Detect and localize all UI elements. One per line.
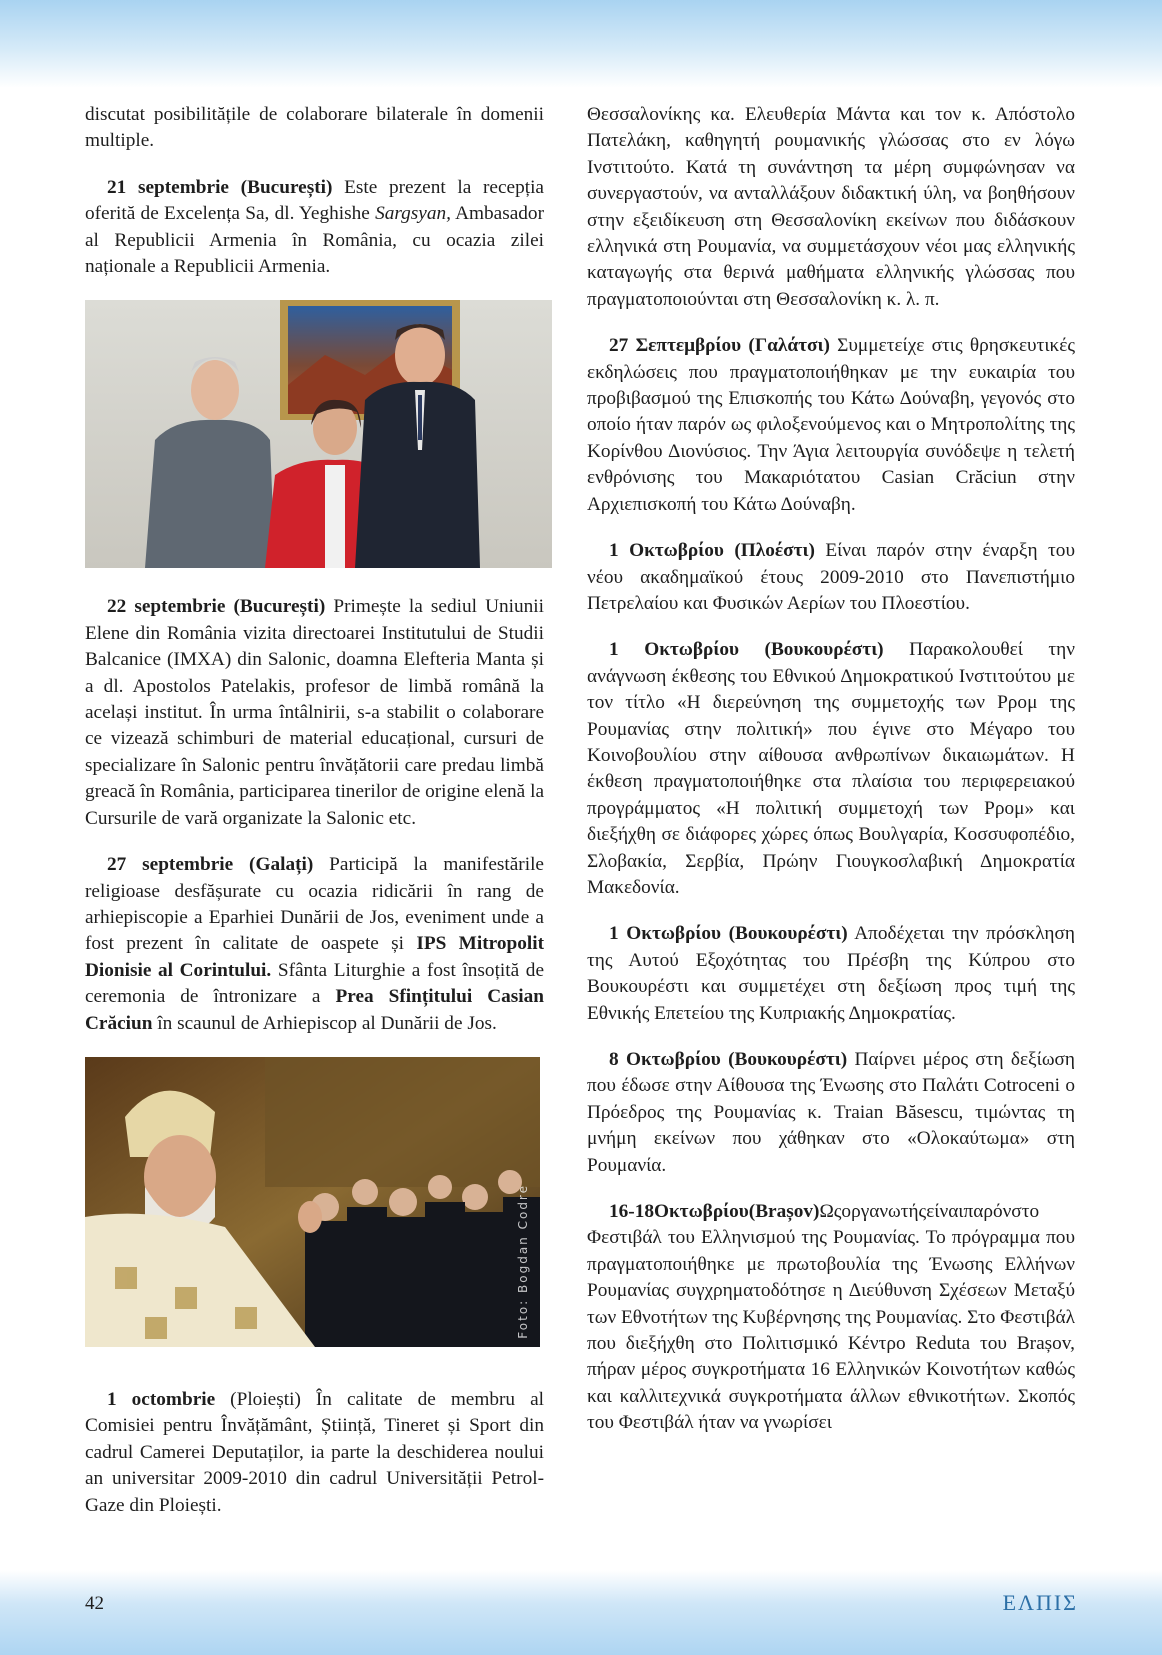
entry-8-october	[587, 1047, 1075, 1179]
entry-text: Είναι παρόν στην έναρξη του νέου ακαδημαϊκού έτους 2009-2010 στο Πανεπιστήμιο Πετρελαίου και Φυσικών Αερίων του Πλοεστίου.	[587, 540, 1075, 614]
header-band	[0, 0, 1162, 88]
entry-text: Παίρνει μέρος στη δεξίωση που έδωσε στην Αίθουσα της Ένωσης στο Παλάτι Cotroceni ο Πρόεδρος της Ρουμανίας κ. Traian Băsescu, τιμώντας τη μνήμη εκείνων που χάθηκαν στο «Ολοκαύτωμα» στη Ρουμανία.	[587, 1049, 1075, 1176]
entry-text: Συμμετείχε στις θρησκευτικές εκδηλώσεις που πραγματοποιήθηκαν με την ευκαιρία του προβιβασμού της Επισκοπής του Κάτω Δούναβη, γεγονός στο οποίο ήταν παρόν ως φιλοξενούμενος και ο Μητροπολίτης της Κορίνθου Διονύσιος. Την Άγια λειτουργία συνόδεψε η τελετή ενθρόνισης του Μακαριότατου Casian Crăciun στην Αρχιεπισκοπή του Κάτω Δούναβη.	[587, 335, 1075, 515]
paragraph-text: discutat posibilitățile de colaborare bilaterale în domenii multiple.	[85, 104, 544, 152]
photo-reception	[85, 300, 552, 568]
entry-date: 1 Οκτωβρίου (Πλοέστι)	[609, 540, 815, 562]
entry-text: Αποδέχεται την πρόσκληση της Αυτού Εξοχότητας του Πρέσβη της Κύπρου στο Βουκουρέστι και συμμετέχει στη δεξίωση προς τιμή της Εθνικής Επετείου της Κυπριακής Δημοκρατίας.	[587, 923, 1075, 1024]
entry-date: 21 septembrie (București)	[107, 176, 333, 198]
entry-date: 1 Οκτωβρίου (Βουκουρέστι)	[609, 639, 884, 661]
entry-name-italic: Sargsyan,	[375, 203, 451, 225]
entry-date: 8 Οκτωβρίου (Βουκουρέστι)	[609, 1049, 848, 1070]
entry-1-october-bucharest-report	[587, 637, 1075, 901]
right-column	[587, 102, 1075, 1457]
paragraph-text: Θεσσαλονίκης κα. Ελευθερία Μάντα και τον κ. Απόστολο Πατελάκη, καθηγητή ρουμανικής γλώσσας στο εν λόγω Ινστιτούτο. Κατά τη συνάντηση τα μέρη συμφώνησαν να συνεργαστούν, να ανταλλάξουν διδακτική ύλη, να βοηθήσουν στην εξειδίκευση στη Θεσσαλονίκη εκείνων που διδάσκουν ελληνικά στη Ρουμανία, να συμμετάσχουν νέοι μας ελληνικής καταγωγής στα θερινά μαθήματα ελληνικής γλώσσας που πραγματοποιούνται στη Θεσσαλονίκη κ. λ. π.	[587, 104, 1075, 310]
photo-credit: Foto: Bogdan Codre	[515, 1184, 530, 1339]
entry-27-september	[85, 852, 544, 1037]
entry-name-bold: IPS Mitropolit Dionisie al Corintului.	[85, 933, 544, 981]
entry-1-october-ploiesti	[85, 1387, 544, 1519]
entry-text: Participă la manifestările religioase desfășurate cu ocazia ridicării în rang de arhiepiscopie a Eparhiei Dunării de Jos, eveniment unde a fost prezent în calitate de oaspete și	[85, 854, 544, 955]
left-column	[85, 102, 544, 1539]
entry-text: Ambasador al Republicii Armenia în România, cu ocazia zilei naționale a Republicii Armenia.	[85, 203, 544, 278]
paragraph-continuation	[587, 102, 1075, 313]
entry-date: 27 Σεπτεμβρίου (Γαλάτσι)	[609, 335, 830, 357]
magazine-title: ΕΛΠΙΣ	[1002, 1590, 1078, 1615]
entry-date: 1 Οκτωβρίου (Βουκουρέστι)	[609, 923, 848, 945]
entry-22-september	[85, 594, 544, 832]
entry-date: 16-18Οκτωβρίου(Brașov)	[609, 1201, 820, 1223]
entry-name-bold: Prea Sfințitului Casian Crăciun	[85, 986, 545, 1034]
entry-date: 22 septembrie (București)	[107, 596, 326, 618]
entry-text: Παρακολουθεί την ανάγνωση έκθεσης του Εθνικού Δημοκρατικού Ινστιτούτου με τον τίτλο «Η διερεύνηση της συμμετοχής των Ρρομ της Ρουμανίας στην πολιτική» που έγινε στο Μέγαρο του Κοινοβουλίου στην αίθουσα ανθρωπίνων δικαιωμάτων. Η έκθεση πραγματοποιήθηκε στα πλαίσια του περιφερειακού προγράμματος «Η πολιτική συμμετοχή των Ρρομ» και διεξήχθη σε διάφορες χώρες όπως Βουλγαρία, Κοσσυφοπέδιο, Σλοβακία, Σερβία, Πρώην Γιουγκοσλαβική Δημοκρατία Μακεδονία.	[587, 639, 1075, 898]
entry-text: (Ploiești) În calitate de membru al Comisiei pentru Învățământ, Știință, Tineret și Sport din cadrul Camerei Deputaților, ia parte la deschiderea noului an universitar 2009-2010 din cadrul Universității Petrol-Gaze din Ploiești.	[85, 1388, 544, 1516]
footer-band	[0, 1570, 1162, 1655]
entry-text: Este prezent la recepția oferită de Excelența Sa, dl. Yeghishe	[85, 176, 544, 225]
paragraph-continuation	[85, 102, 544, 155]
entry-16-18-october	[587, 1199, 1075, 1437]
entry-1-october-bucharest-cyprus	[587, 921, 1075, 1027]
entry-27-september-gr	[587, 333, 1075, 518]
entry-21-september	[85, 175, 544, 281]
entry-text: Sfânta Liturghie a fost însoțită de ceremonia de întronizare a	[85, 959, 545, 1008]
entry-text: Primește la sediul Uniunii Elene din România vizita directoarei Institutului de Studii Balcanice (IMXA) din Salonic, doamna Elefteria Manta și a dl. Apostolos Patelakis, profesor de limbă română la același institut. În urma întâlnirii, s-a stabilit o colaborare ce vizează schimburi de material educațional, cursuri de specializare în Salonic pentru învățătorii care predau limbă greacă în România, participarea tinerilor de origine elenă la Cursurile de vară organizate la Salonic etc.	[85, 596, 544, 829]
entry-date: 27 septembrie (Galați)	[107, 854, 314, 876]
photo-ceremony	[85, 1057, 540, 1347]
entry-text: în scaunul de Arhiepiscop al Dunării de Jos.	[152, 1012, 497, 1034]
entry-date: 1 octombrie	[107, 1388, 216, 1410]
page-number: 42	[85, 1593, 104, 1614]
entry-1-october-ploiesti-gr	[587, 538, 1075, 617]
entry-text: Ωςοργανωτήςείναιπαρόνστο Φεστιβάλ του Ελληνισμού της Ρουμανίας. Το πρόγραμμα που πραγματοποιήθηκε με πρωτοβουλία της Ένωσης Ελλήνων Ρουμανίας συγχρηματοδότησε η Διεύθυνση Σχέσεων Μεταξύ των Εθνοτήτων της Κυβέρνησης της Ρουμανίας. Στο Φεστιβάλ που διεξήχθη στο Πολιτισμικό Κέντρο Reduta του Brașov, πήραν μέρος συγκροτήματα 16 Ελληνικών Κοινοτήτων καθώς και καλλιτεχνικά συγκροτήματα άλλων εθνικοτήτων. Σκοπός του Φεστιβάλ ήταν να γνωρίσει	[587, 1201, 1075, 1434]
